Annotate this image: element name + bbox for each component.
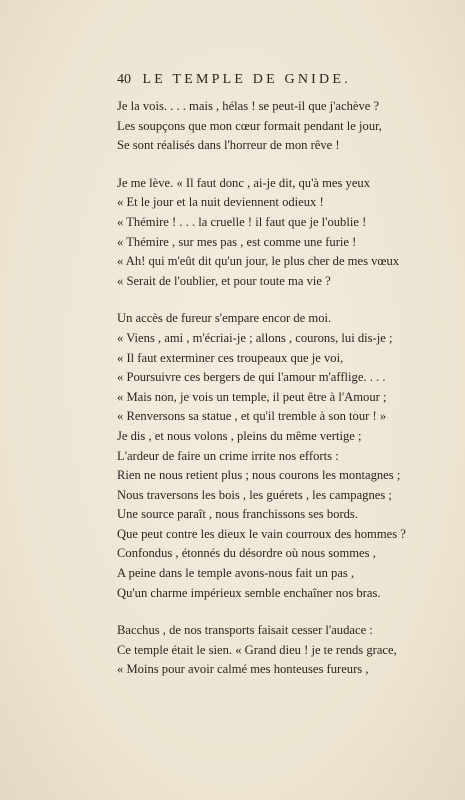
verse-line: « Mais non, je vois un temple, il peut être à l'Amour ; [117, 389, 387, 404]
stanza-gap [117, 291, 457, 309]
poem-text [117, 97, 457, 680]
verse-line: A peine dans le temple avons-nous fait un pas , [117, 566, 355, 581]
stanza-gap [117, 603, 457, 621]
verse-line: « Poursuivre ces bergers de qui l'amour m'afflige. . . . [117, 370, 386, 385]
running-title: LE TEMPLE DE GNIDE. [142, 72, 351, 87]
verse-line: Confondus , étonnés du désordre où nous sommes , [117, 546, 376, 561]
verse-line: Un accès de fureur s'empare encor de moi. [117, 311, 332, 326]
verse-line: Que peut contre les dieux le vain courroux des hommes ? [117, 526, 406, 541]
stanza-2 [117, 174, 457, 292]
verse-line: « Renversons sa statue , et qu'il tremble à son tour ! » [117, 409, 387, 424]
verse-line: « Moins pour avoir calmé mes honteuses fureurs , [117, 662, 369, 677]
verse-line: Ce temple était le sien. « Grand dieu ! je te rends grace, [117, 642, 397, 657]
stanza-1 [117, 97, 457, 156]
verse-line: Bacchus , de nos transports faisait cesser l'audace : [117, 623, 373, 638]
verse-line: Je me lève. « Il faut donc , ai-je dit, qu'à mes yeux [117, 175, 371, 190]
verse-line: « Et le jour et la nuit deviennent odieux ! [117, 195, 324, 210]
verse-line: « Thémire ! . . . la cruelle ! il faut que je l'oublie ! [117, 214, 367, 229]
verse-line: Se sont réalisés dans l'horreur de mon rêve ! [117, 138, 340, 153]
verse-line: Une source paraît , nous franchissons ses bords. [117, 507, 358, 522]
page-number: 40 [117, 72, 131, 87]
verse-line: Nous traversons les bois , les guérets , les campagnes ; [117, 487, 392, 502]
verse-line: Rien ne nous retient plus ; nous courons les montagnes ; [117, 468, 401, 483]
verse-line: Les soupçons que mon cœur formait pendant le jour, [117, 118, 382, 133]
verse-line: « Il faut exterminer ces troupeaux que je voi, [117, 350, 344, 365]
verse-line: Je dis , et nous volons , pleins du même vertige ; [117, 428, 362, 443]
verse-line: L'ardeur de faire un crime irrite nos efforts : [117, 448, 339, 463]
verse-line: « Thémire , sur mes pas , est comme une furie ! [117, 234, 357, 249]
stanza-3 [117, 309, 457, 603]
verse-line: Je la vois. . . . mais , hélas ! se peut-il que j'achève ? [117, 99, 380, 113]
verse-line: « Ah! qui m'eût dit qu'un jour, le plus cher de mes vœux [117, 254, 400, 269]
verse-line: Qu'un charme impérieux semble enchaîner nos bras. [117, 585, 381, 600]
page-header [117, 72, 417, 88]
verse-line: « Serait de l'oublier, et pour toute ma vie ? [117, 273, 331, 288]
verse-line: « Viens , ami , m'écriai-je ; allons , courons, lui dis-je ; [117, 330, 393, 345]
stanza-gap [117, 156, 457, 174]
stanza-4 [117, 621, 457, 680]
